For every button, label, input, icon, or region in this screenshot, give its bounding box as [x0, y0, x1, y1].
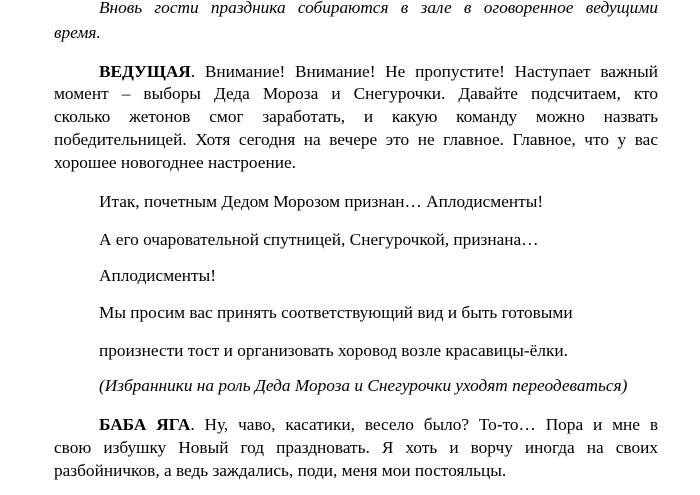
baba-yaga-speech-text: . Ну, чаво, касатики, весело было? То-то… Пора и мне в: [190, 415, 658, 434]
stage-direction-line-1: Вновь гости праздника собираются в зале в оговоренное ведущими: [99, 0, 658, 17]
paragraph-request: Мы просим вас принять соответствующий вид и быть готовыми: [99, 303, 573, 322]
baba-yaga-line-3: разбойничков, а ведь заждались, поди, меня мои постояльцы.: [54, 461, 507, 480]
baba-yaga-line-2: свою избушку Новый год праздновать. Я хоть и ворчу иногда на своих: [54, 438, 658, 457]
paragraph-toast: произнести тост и организовать хоровод возле красавицы-ёлки.: [99, 341, 568, 360]
host-speech-line-2: момент – выборы Деда Мороза и Снегурочки. Давайте подсчитаем, кто: [54, 84, 658, 103]
speaker-name-host: ВЕДУЩАЯ: [99, 62, 191, 81]
host-speech-text: . Внимание! Внимание! Не пропустите! Наступает важный: [190, 62, 658, 81]
paragraph-applause: Аплодисменты!: [99, 266, 216, 285]
host-speech-line-5: хорошее новогоднее настроение.: [54, 153, 296, 172]
speaker-name-baba-yaga: БАБА ЯГА: [99, 415, 191, 434]
host-speech-line-4: победительницей. Хотя сегодня на вечере это не главное. Главное, что у вас: [54, 130, 658, 149]
baba-yaga-first-line: [99, 414, 658, 436]
stage-direction-line-2: время.: [54, 23, 101, 42]
stage-direction-changing: (Избранники на роль Деда Мороза и Снегурочки уходят переодеваться): [99, 376, 628, 395]
paragraph-grandfather-frost: Итак, почетным Дедом Морозом признан… Аплодисменты!: [99, 192, 544, 211]
paragraph-snow-maiden: А его очаровательной спутницей, Снегурочкой, признана…: [99, 230, 539, 249]
host-speech-line-3: сколько жетонов смог заработать, и какую команду можно назвать: [54, 107, 658, 126]
host-speech-first-line: [99, 61, 658, 83]
